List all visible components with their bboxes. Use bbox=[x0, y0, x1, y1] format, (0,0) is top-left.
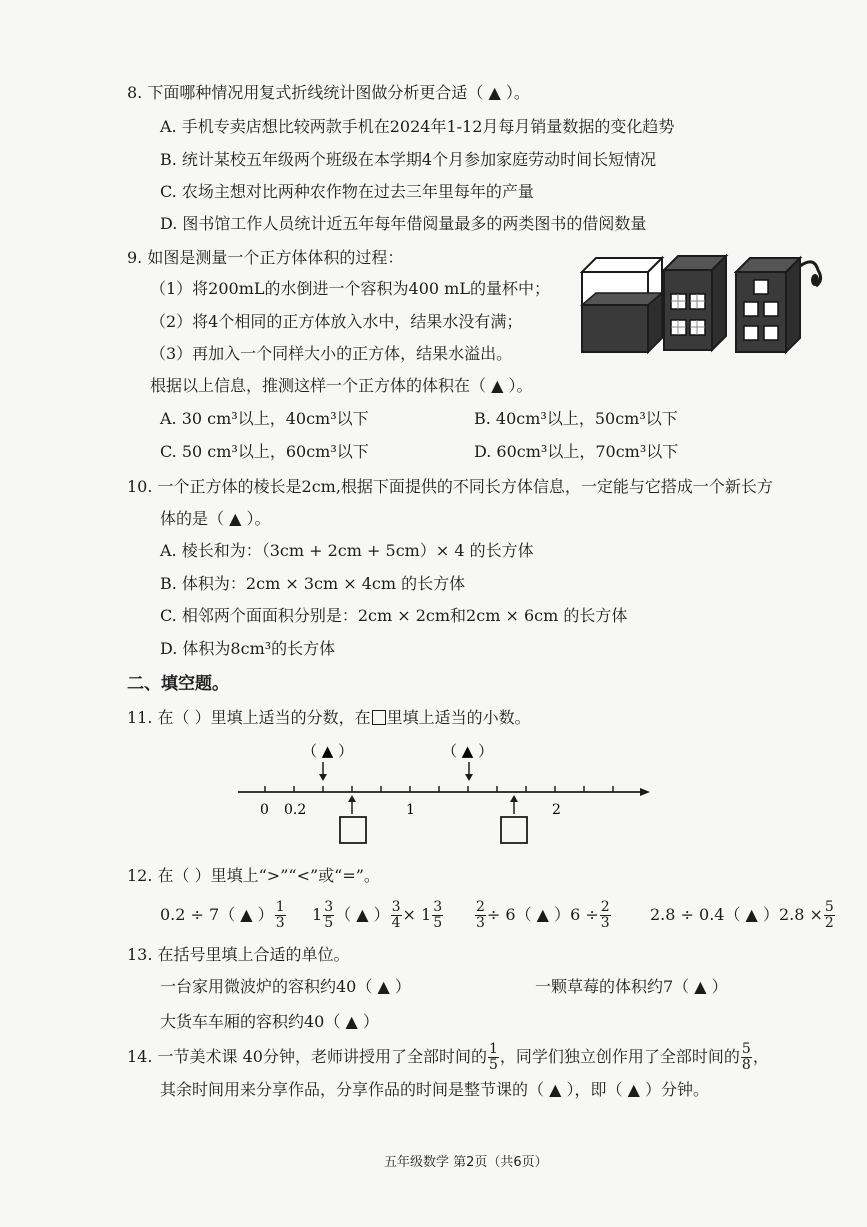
tick-label-0.2: 0.2 bbox=[284, 802, 307, 818]
q8-option-a: A. 手机专卖店想比较两款手机在2024年1-12月每月销量数据的变化趋势 bbox=[160, 117, 675, 136]
fraction: $\frac{1}{5}$ bbox=[488, 1041, 498, 1073]
up-arrow-icon bbox=[510, 795, 518, 814]
q9-step-1: （1）将200mL的水倒进一个容积为400 mL的量杯中； bbox=[150, 279, 550, 298]
whole-number: 1 bbox=[312, 905, 323, 924]
fraction: $\frac{3}{4}$ bbox=[391, 899, 401, 931]
q11-stem-pre: 11. 在（ ）里填上适当的分数，在 bbox=[127, 708, 371, 727]
q13-item-1: 一台家用微波炉的容积约40（ ▲ ） bbox=[160, 977, 411, 996]
q12-expr-1-left: 0.2 ÷ 7（ ▲ ） bbox=[160, 905, 274, 924]
tick-label-0: 0 bbox=[260, 802, 269, 818]
q9-step-3: （3）再加入一个同样大小的正方体，结果水溢出。 bbox=[150, 344, 513, 363]
q10-option-d: D. 体积为8cm³的长方体 bbox=[160, 639, 336, 658]
q12-expr-3-mid: ÷ 6（ ▲ ）6 ÷ bbox=[486, 905, 599, 924]
q9-step-2: （2）将4个相同的正方体放入水中，结果水没有满； bbox=[150, 312, 523, 331]
q12-expr-4-left: 2.8 ÷ 0.4（ ▲ ）2.8 × bbox=[650, 905, 823, 924]
q9-stem: 9. 如图是测量一个正方体体积的过程： bbox=[127, 248, 404, 267]
page-footer: 五年级数学 第2页（共6页） bbox=[384, 1155, 548, 1170]
tick-label-2: 2 bbox=[552, 802, 561, 818]
fraction: $\frac{2}{3}$ bbox=[476, 899, 485, 931]
q13-item-3: 大货车车厢的容积约40（ ▲ ） bbox=[160, 1012, 379, 1031]
q13-stem: 13. 在括号里填上合适的单位。 bbox=[127, 945, 350, 964]
q9-option-c: C. 50 cm³以上，60cm³以下 bbox=[160, 442, 369, 461]
q14-text-1: 14. 一节美术课 40分钟，老师讲授用了全部时间的 bbox=[127, 1047, 487, 1066]
down-arrow-icon bbox=[319, 762, 327, 781]
q11-blank-2: （ ▲ ） bbox=[442, 742, 494, 760]
fraction: $\frac{3}{5}$ bbox=[433, 899, 443, 931]
q14-line1 bbox=[127, 1040, 769, 1074]
q9-option-a: A. 30 cm³以上，40cm³以下 bbox=[160, 409, 369, 428]
q14-line2: 其余时间用来分享作品，分享作品的时间是整节课的（ ▲ ），即（ ▲ ）分钟。 bbox=[160, 1080, 709, 1099]
fraction: $\frac{5}{2}$ bbox=[824, 899, 834, 931]
q14-text-3: ， bbox=[752, 1047, 769, 1066]
q9-question: 根据以上信息，推测这样一个正方体的体积在（ ▲ ）。 bbox=[150, 376, 533, 395]
cube-volume-figure bbox=[578, 250, 830, 360]
q11-stem-post: 里填上适当的小数。 bbox=[386, 708, 531, 727]
q12-stem: 12. 在（ ）里填上“>”“<”或“=”。 bbox=[127, 866, 380, 885]
measuring-cup-1 bbox=[582, 258, 662, 352]
q12-expr-1 bbox=[160, 898, 287, 932]
section-title-fill-blank: 二、填空题。 bbox=[127, 674, 229, 694]
measuring-cup-2 bbox=[664, 256, 726, 350]
square-icon bbox=[372, 710, 386, 725]
q13-item-2: 一颗草莓的体积约7（ ▲ ） bbox=[535, 977, 728, 996]
answer-box-2 bbox=[501, 817, 527, 843]
q8-option-b: B. 统计某校五年级两个班级在本学期4个月参加家庭劳动时间长短情况 bbox=[160, 150, 657, 169]
q9-option-b: B. 40cm³以上，50cm³以下 bbox=[474, 409, 678, 428]
q9-option-d: D. 60cm³以上，70cm³以下 bbox=[474, 442, 679, 461]
q8-option-c: C. 农场主想对比两种农作物在过去三年里每年的产量 bbox=[160, 182, 534, 201]
q12-expr-4 bbox=[650, 898, 836, 932]
number-line bbox=[232, 736, 652, 848]
fraction: $\frac{2}{3}$ bbox=[600, 899, 610, 931]
up-arrow-icon bbox=[348, 795, 356, 814]
q10-stem-line2: 体的是（ ▲ ）。 bbox=[160, 509, 271, 528]
q12-expr-3 bbox=[474, 898, 612, 932]
q10-option-b: B. 体积为：2cm × 3cm × 4cm 的长方体 bbox=[160, 574, 466, 593]
answer-box-1 bbox=[340, 817, 366, 843]
measuring-cup-3 bbox=[736, 258, 821, 352]
q8-option-d: D. 图书馆工作人员统计近五年每年借阅量最多的两类图书的借阅数量 bbox=[160, 214, 647, 233]
fraction: $\frac{5}{8}$ bbox=[741, 1041, 751, 1073]
fraction: $\frac{3}{5}$ bbox=[324, 899, 334, 931]
tick-label-1: 1 bbox=[406, 802, 415, 818]
q14-text-2: ，同学们独立创作用了全部时间的 bbox=[499, 1047, 740, 1066]
number-line-axis bbox=[238, 786, 650, 796]
q10-option-c: C. 相邻两个面面积分别是：2cm × 2cm和2cm × 6cm 的长方体 bbox=[160, 606, 628, 625]
q10-option-a: A. 棱长和为：（3cm + 2cm + 5cm）× 4 的长方体 bbox=[160, 541, 534, 560]
q11-blank-1: （ ▲ ） bbox=[302, 742, 354, 760]
q12-expr-2 bbox=[312, 898, 444, 932]
q8-stem: 8. 下面哪种情况用复式折线统计图做分析更合适（ ▲ ）。 bbox=[127, 83, 530, 102]
q10-stem-line1: 10. 一个正方体的棱长是2cm,根据下面提供的不同长方体信息，一定能与它搭成一个新长方 bbox=[127, 477, 773, 496]
down-arrow-icon bbox=[465, 762, 473, 781]
fraction: $\frac{1}{3}$ bbox=[275, 899, 285, 931]
times-one: × 1 bbox=[402, 905, 432, 924]
compare-blank: （ ▲ ） bbox=[335, 905, 390, 924]
q11-stem bbox=[127, 707, 531, 729]
